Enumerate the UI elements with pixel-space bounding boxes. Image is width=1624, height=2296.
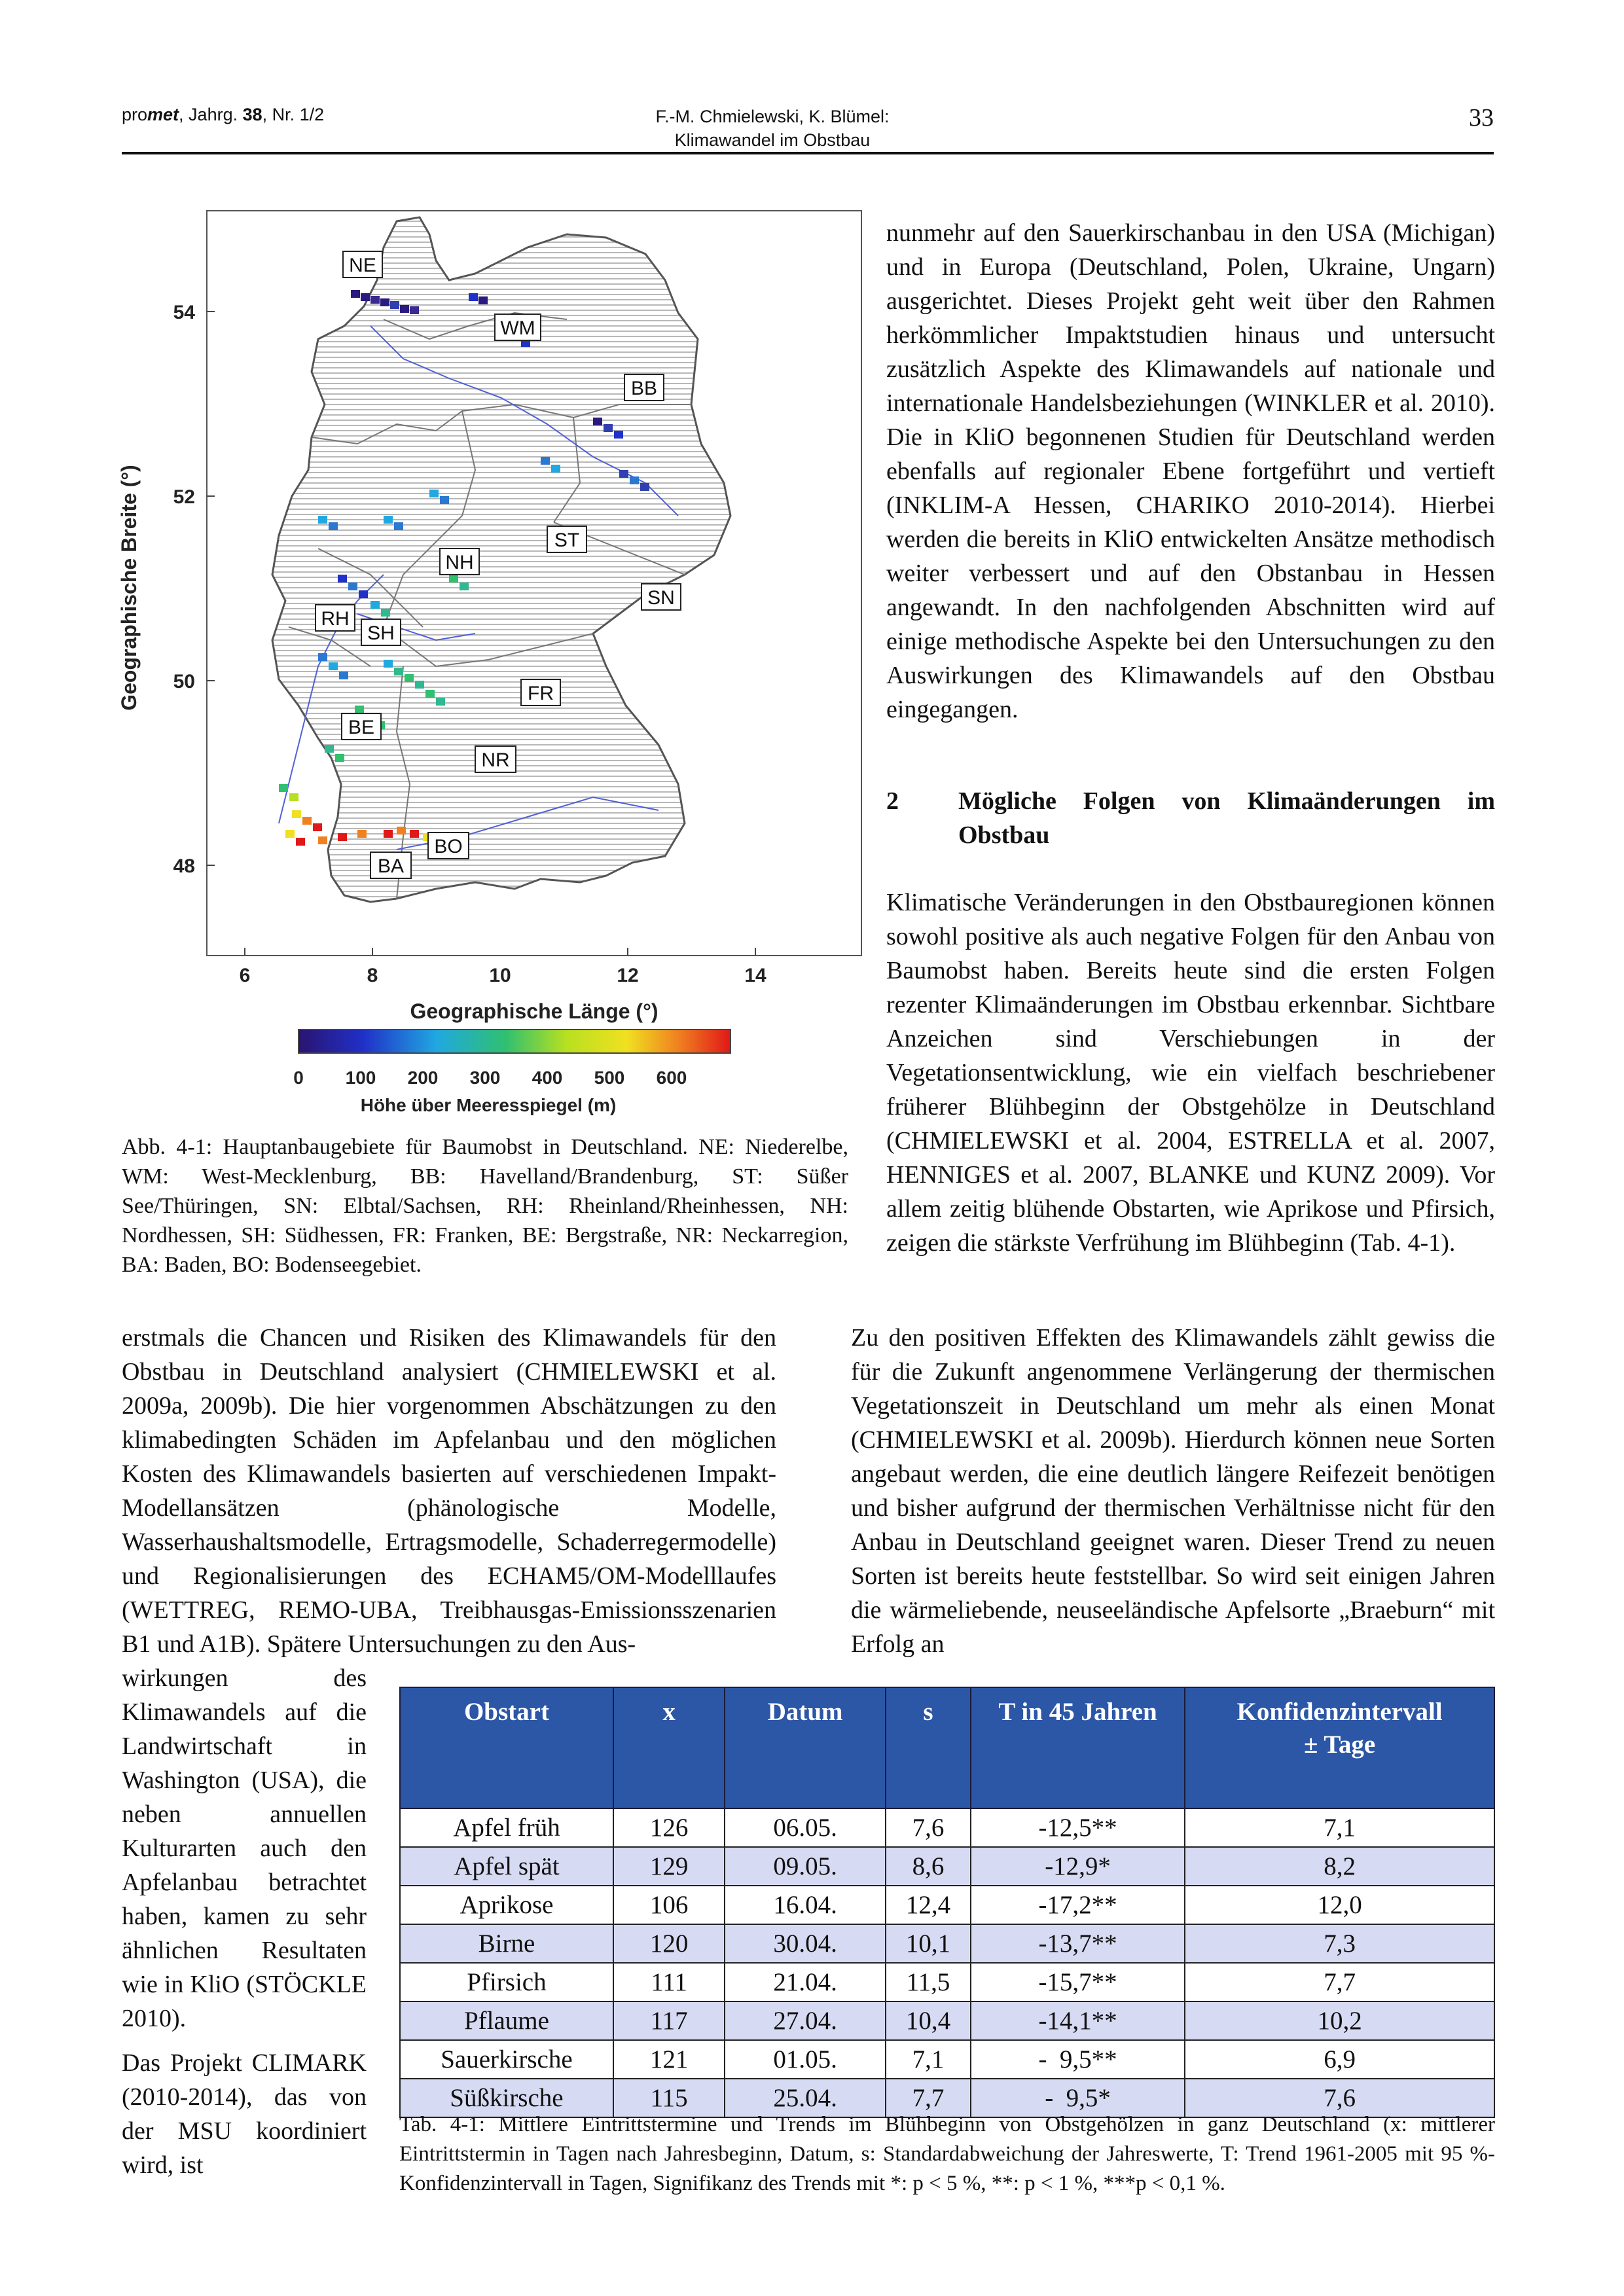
th-x: x [613,1687,725,1808]
svg-text:SH: SH [367,622,395,644]
y-tick-50: 50 [173,671,195,692]
cell-trend: -12,5** [971,1808,1185,1847]
cell-obstart: Apfel spät [400,1847,613,1886]
cell-x: 117 [613,2001,725,2040]
th-konfidenz [1185,1687,1494,1808]
region-label-bb [624,374,664,401]
cell-datum: 25.04. [725,2079,886,2117]
cell-x: 111 [613,1963,725,2001]
region-label-sn [641,584,681,610]
cell-s: 8,6 [886,1847,971,1886]
region-label-nh [440,548,479,575]
cell-trend: -12,9* [971,1847,1185,1886]
germany-map-svg [117,208,868,1124]
cell-s: 7,1 [886,2040,971,2079]
table-header-row [400,1687,1494,1808]
region-label-nr [475,746,516,772]
cell-trend: -13,7** [971,1924,1185,1963]
svg-text:SN: SN [647,587,675,609]
cell-x: 121 [613,2040,725,2079]
figure-caption: Abb. 4-1: Hauptanbaugebiete für Baumobst in Deutschland. NE: Niederelbe, WM: West-Mecklenburg, BB: Havelland/Brandenburg, ST: Süßer See/Thüringen, SN: Elbtal/Sachsen, RH: Rheinland/Rheinhessen, NH: Nordhessen, SH: Südhessen, FR: Franken, BE: Bergstraße, NR: Neckarregion, BA: Baden, BO: Bodenseegebiet. [122,1135,848,1277]
th-datum: Datum [725,1687,886,1808]
cell-datum: 06.05. [725,1808,886,1847]
x-axis [240,948,767,1023]
bloom-table [399,1687,1495,2118]
region-label-bo [428,833,469,859]
svg-text:BA: BA [377,855,405,877]
cell-s: 12,4 [886,1886,971,1924]
table-row [400,1963,1494,2001]
x-tick-6: 6 [239,965,251,986]
running-authors: F.-M. Chmielewski, K. Blümel: [655,107,890,126]
section-title: Mögliche Folgen von Klimaänderungen im Obstbau [958,787,1495,849]
svg-text:BE: BE [348,717,375,738]
paragraph-narrow-2: Das Projekt CLIMARK (2010-2014), das von der MSU koordiniert wird, ist [122,2049,367,2179]
region-label-fr [521,679,560,706]
table-row [400,2040,1494,2079]
cell-trend: - 9,5** [971,2040,1185,2079]
section-text [886,886,1495,1260]
cell-konfidenz: 8,2 [1185,1847,1494,1886]
cell-x: 129 [613,1847,725,1886]
cell-s: 7,7 [886,2079,971,2117]
svg-text:BO: BO [434,836,463,857]
cell-konfidenz: 6,9 [1185,2040,1494,2079]
paragraph-narrow-1: wirkungen des Klimawandels auf die Landwirtschaft in Washington (USA), die neben annuellen Kulturarten auch den Apfelanbau betrachtet haben, kamen zu sehr ähnlichen Resultaten wie in KliO (STÖCKLE 2010). [122,1664,367,2032]
cell-s: 10,1 [886,1924,971,1963]
right-lower-text [851,1321,1495,1661]
cell-obstart: Pfirsich [400,1963,613,2001]
colorbar-label: Höhe über Meeresspiegel (m) [360,1095,617,1115]
svg-text:NE: NE [349,255,376,276]
y-axis-label: Geographische Breite (°) [117,465,141,711]
colorbar-tick-200: 200 [407,1067,439,1088]
cell-obstart: Sauerkirsche [400,2040,613,2079]
cell-konfidenz: 10,2 [1185,2001,1494,2040]
th-konfidenz-line2: ± Tage [1303,1731,1376,1759]
section-number: 2 [886,787,899,815]
narrow-column-2 [122,2046,367,2182]
cell-x: 115 [613,2079,725,2117]
table-row [400,1847,1494,1886]
region-label-be [342,713,381,740]
cell-datum: 09.05. [725,1847,886,1886]
region-label-st [547,526,586,552]
cell-trend: -14,1** [971,2001,1185,2040]
cell-konfidenz: 7,1 [1185,1808,1494,1847]
paragraph-right-top: nunmehr auf den Sauerkirschanbau in den USA (Michigan) und in Europa (Deutschland, Polen, Ukraine, Ungarn) ausgerichtet. Dieses Projekt geht weit über den Rahmen herkömmlicher Impaktstudien hinaus und untersucht zusätzlich Aspekte des Klimawandels auf nationale und internationale Handelsbeziehungen (WINKLER et al. 2010). Die in KliO begonnenen Studien für Deutschland werden ebenfalls auf regionaler Ebene fortgeführt und vertieft (INKLIM-A Hessen, CHARIKO 2010-2014). Hierbei werden die bereits in KliO entwickelten Ansätze methodisch weiter verbessert und auf den Obstanbau in Hessen angewandt. In den nachfolgenden Abschnitten wird auf einige methodische Aspekte bei den Untersuchungen zu den Auswirkungen des Klimawandels auf den Obstbau eingegangen. [886,219,1495,723]
running-article-title: Klimawandel im Obstbau [674,130,871,150]
cell-s: 7,6 [886,1808,971,1847]
cell-obstart: Birne [400,1924,613,1963]
cell-obstart: Aprikose [400,1886,613,1924]
cell-obstart: Pflaume [400,2001,613,2040]
region-label-ba [370,852,411,878]
cell-konfidenz: 7,6 [1185,2079,1494,2117]
paragraph-section: Klimatische Veränderungen in den Obstbauregionen können sowohl positive als auch negative Folgen für den Anbau von Baumobst haben. Bereits heute sind die ersten Folgen rezenter Klimaänderungen im Obstbau erkennbar. Sichtbare Anzeichen sind Verschiebungen in der Vegetationsentwicklung, wie ein vielfach beschriebener früherer Blühbeginn der Obstgehölze in Deutschland (CHMIELEWSKI et al. 2004, ESTRELLA et al. 2007, HENNIGES et al. 2007, BLANKE und KUNZ 2009). Vor allem zeitig blühende Obstarten, wie Aprikose und Pfirsich, zeigen die stärkste Verfrühung im Blühbeginn (Tab. 4-1). [886,889,1495,1257]
y-tick-48: 48 [173,855,195,877]
svg-text:FR: FR [528,683,554,704]
x-tick-14: 14 [744,965,767,986]
y-tick-52: 52 [173,486,195,508]
cell-trend: - 9,5* [971,2079,1185,2117]
cell-s: 10,4 [886,2001,971,2040]
region-label-rh [316,605,355,631]
cell-obstart: Süßkirsche [400,2079,613,2117]
th-obstart: Obstart [400,1687,613,1808]
region-label-wm [495,314,541,340]
table-row [400,1886,1494,1924]
journal-info: promet, Jahrg. 38, Nr. 1/2 [122,105,325,124]
table-row [400,1924,1494,1963]
cell-datum: 27.04. [725,2001,886,2040]
cell-konfidenz: 7,7 [1185,1963,1494,2001]
right-column-text [886,216,1495,726]
cell-s: 11,5 [886,1963,971,2001]
svg-text:NH: NH [445,552,474,573]
table-caption: Tab. 4-1: Mittlere Eintrittstermine und Trends im Blühbeginn von Obstgehölzen in ganz Deutschland (x: mittlerer Eintrittstermin in Tagen nach Jahresbeginn, Datum, s: Standardabweichung der Jahreswerte, T: Trend 1961-2005 mit 95 %-Konfidenzintervall in Tagen, Signifikanz des Trends mit *: p < 5 %, **: p < 1 %, ***p < 0,1 %. [399,2113,1495,2195]
y-axis [117,302,215,877]
page-number: 33 [1469,104,1494,132]
cell-datum: 01.05. [725,2040,886,2079]
th-konfidenz-line1: Konfidenzintervall [1236,1698,1443,1726]
table-row [400,1808,1494,1847]
colorbar-tick-500: 500 [594,1067,625,1088]
region-label-ne [343,251,382,278]
cell-datum: 16.04. [725,1886,886,1924]
narrow-column-1 [122,1661,367,2036]
cell-x: 126 [613,1808,725,1847]
paragraph-right-lower: Zu den positiven Effekten des Klimawandels zählt gewiss die für die Zukunft angenommene Verlängerung der thermischen Vegetationszeit in Deutschland um mehr als einen Monat (CHMIELEWSKI et al. 2009b). Hierdurch können neue Sorten angebaut werden, die eine deutlich längere Reifezeit benötigen und bisher aufgrund der thermischen Verhältnisse nicht für den Anbau in Deutschland geeignet waren. Dieser Trend zu neuen Sorten ist bereits heute feststellbar. So wird seit einigen Jahren die wärmeliebende, neuseeländische Apfelsorte „Braeburn“ mit Erfolg an [851,1324,1495,1658]
svg-text:RH: RH [321,608,350,630]
region-label-sh [361,619,401,645]
colorbar-tick-0: 0 [293,1067,304,1088]
y-tick-54: 54 [173,302,195,323]
cell-datum: 21.04. [725,1963,886,2001]
cell-trend: -15,7** [971,1963,1185,2001]
th-s: s [886,1687,971,1808]
cell-trend: -17,2** [971,1886,1185,1924]
th-trend: T in 45 Jahren [971,1687,1185,1808]
svg-text:ST: ST [554,529,580,551]
colorbar-tick-400: 400 [532,1067,563,1088]
cell-x: 120 [613,1924,725,1963]
left-lower-text [122,1321,776,1661]
cell-konfidenz: 12,0 [1185,1886,1494,1924]
colorbar-tick-600: 600 [656,1067,687,1088]
colorbar-tick-100: 100 [345,1067,376,1088]
cell-obstart: Apfel früh [400,1808,613,1847]
colorbar-tick-300: 300 [469,1067,501,1088]
running-title [641,105,903,152]
svg-text:WM: WM [500,317,535,339]
cell-datum: 30.04. [725,1924,886,1963]
header-rule [122,152,1494,154]
paragraph-left-lower: erstmals die Chancen und Risiken des Klimawandels für den Obstbau in Deutschland analysiert (CHMIELEWSKI et al. 2009a, 2009b). Die hier vorgenommen Abschätzungen zu den klimabedingten Schäden im Apfelanbau und den möglichen Kosten des Klimawandels basierten auf verschiedenen Impakt-Modellansätzen (phänologische Modelle, Wasserhaushaltsmodelle, Ertragsmodelle, Schaderregermodelle) und Regionalisierungen des ECHAM5/OM-Modelllaufes (WETTREG, REMO-UBA, Treibhausgas-Emissionsszenarien B1 und A1B). Spätere Untersuchungen zu den Aus- [122,1324,776,1658]
svg-text:NR: NR [481,749,510,771]
x-tick-12: 12 [617,965,639,986]
figure-map [117,208,868,1124]
x-axis-label: Geographische Länge (°) [410,999,659,1023]
x-tick-8: 8 [367,965,378,986]
colorbar [293,1030,731,1115]
table-row [400,2001,1494,2040]
cell-x: 106 [613,1886,725,1924]
data-table [399,1687,1495,2118]
svg-text:BB: BB [630,378,658,399]
x-tick-10: 10 [489,965,511,986]
cell-konfidenz: 7,3 [1185,1924,1494,1963]
